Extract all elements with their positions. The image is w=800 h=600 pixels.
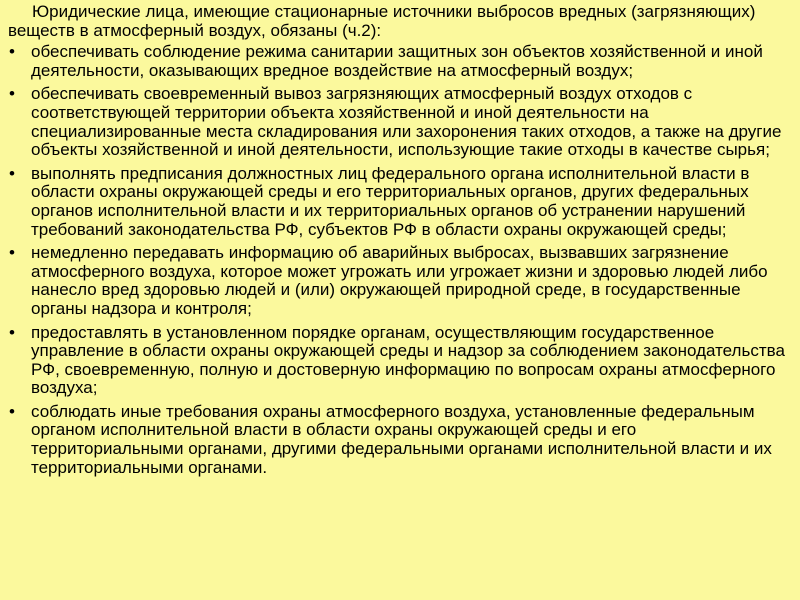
- list-item: [8, 85, 786, 159]
- intro-paragraph: Юридические лица, имеющие стационарные источники выбросов вредных (загрязняющих) веществ в атмосферный воздух, обязаны (ч.2):: [8, 2, 756, 40]
- bullet-icon: •: [9, 84, 15, 104]
- bullet-icon: •: [9, 243, 15, 263]
- list-item-text: обеспечивать своевременный вывоз загрязняющих атмосферный воздух отходов с соответствующей территории объекта хозяйственной и иной деятельности на специализированные места складирования или захоронения таких отходов, а также на другие объекты хозяйственной и иной деятельности, использующие такие отходы в качестве сырья;: [31, 84, 782, 160]
- list-item: [8, 165, 786, 239]
- list-item-text: немедленно передавать информацию об аварийных выбросах, вызвавших загрязнение атмосферного воздуха, которое может угрожать или угрожает жизни и здоровью людей либо нанесло вред здоровью людей и (или) окружающей природной среде, в государственные органы надзора и контроля;: [31, 243, 768, 318]
- list-item: [8, 403, 786, 477]
- bullet-icon: •: [9, 42, 15, 62]
- list-item-text: выполнять предписания должностных лиц федерального органа исполнительной власти в области охраны окружающей среды и его территориальных органов, других федеральных органов исполнительной власти и их территориальных органов об устранении нарушений требований законодательства РФ, субъектов РФ в области охраны окружающей среды;: [31, 163, 750, 239]
- bullet-icon: •: [9, 322, 15, 342]
- obligations-list: [8, 43, 786, 477]
- list-item: [8, 43, 786, 80]
- list-item-text: соблюдать иные требования охраны атмосферного воздуха, установленные федеральным органом исполнительной власти в области охраны окружающей среды и его территориальными органами, другими федеральными органами исполнительной власти и их территориальными органами.: [31, 401, 772, 477]
- list-item-text: предоставлять в установленном порядке органам, осуществляющим государственное управление в области охраны окружающей среды и надзор за соблюдением законодательства РФ, своевременную, полную и достоверную информацию по вопросам охраны атмосферного воздуха;: [31, 322, 785, 398]
- bullet-icon: •: [9, 163, 15, 183]
- list-item-text: обеспечивать соблюдение режима санитарии защитных зон объектов хозяйственной и иной деятельности, оказывающих вредное воздействие на атмосферный воздух;: [31, 42, 763, 80]
- list-item: [8, 324, 786, 398]
- bullet-icon: •: [9, 401, 15, 421]
- list-item: [8, 244, 786, 318]
